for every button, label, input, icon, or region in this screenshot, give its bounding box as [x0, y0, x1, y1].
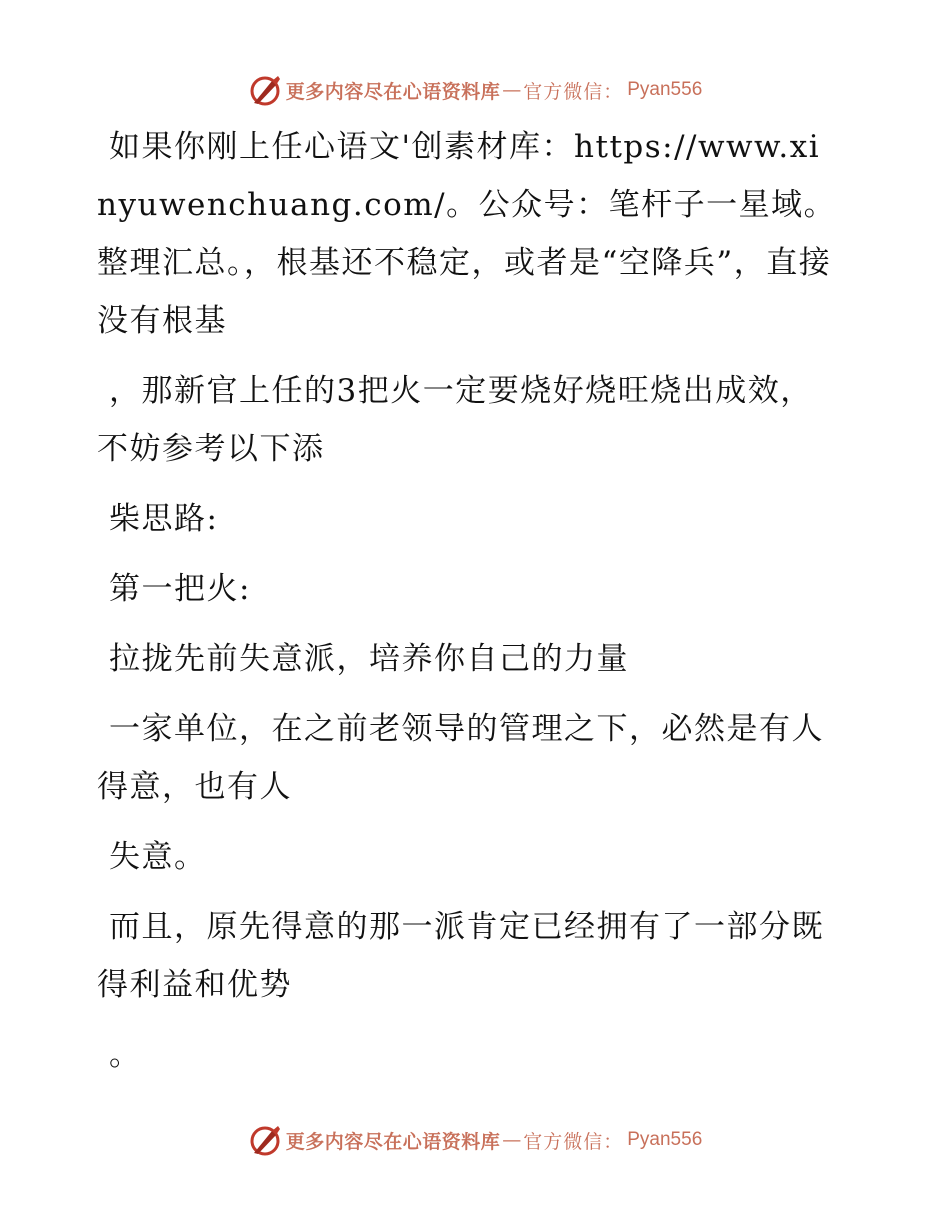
banner-dash: —: [502, 1129, 522, 1151]
banner-wechat-id: Pyan556: [627, 1129, 703, 1150]
banner-wechat-label: 官方微信：: [523, 80, 624, 103]
paragraph-text: 。: [109, 1037, 142, 1073]
banner-wechat-id: Pyan556: [627, 79, 703, 100]
paragraph: [97, 630, 837, 688]
header-banner: [0, 70, 950, 110]
paragraph: [97, 700, 837, 816]
paragraph-text: 柴思路:: [109, 501, 219, 537]
paragraph-text: 第一把火:: [109, 571, 251, 607]
paragraph-text: 失意。: [109, 839, 207, 875]
banner-site-text: 更多内容尽在心语资料库: [285, 1130, 501, 1153]
footer-banner: [0, 1120, 950, 1160]
banner-site-text: 更多内容尽在心语资料库: [285, 80, 501, 103]
banner-dash: —: [502, 79, 522, 101]
document-body: [97, 118, 837, 1084]
paragraph: [97, 362, 837, 478]
paragraph-text: 如果你刚上任心语文'创素材库：https://www.xinyuwenchuang.com/。公众号：笔杆子一星域。整理汇总。，根基还不稳定，或者是“空降兵”，直接没有根基: [97, 129, 837, 339]
paragraph: [97, 828, 837, 886]
paragraph-text: 而且，原先得意的那一派肯定已经拥有了一部分既得利益和优势: [97, 909, 824, 1003]
paragraph: [97, 118, 837, 350]
paragraph: [97, 490, 837, 548]
paragraph: [97, 560, 837, 618]
pen-logo-icon: [248, 1123, 282, 1157]
pen-logo-icon: [248, 73, 282, 107]
paragraph: [97, 1026, 837, 1084]
banner-wechat-label: 官方微信：: [523, 1130, 624, 1153]
paragraph-text: ，那新官上任的3把火一定要烧好烧旺烧出成效，不妨参考以下添: [97, 373, 813, 467]
paragraph: [97, 898, 837, 1014]
paragraph-text: 拉拢先前失意派，培养你自己的力量: [109, 641, 629, 677]
paragraph-text: 一家单位，在之前老领导的管理之下，必然是有人得意，也有人: [97, 711, 824, 805]
